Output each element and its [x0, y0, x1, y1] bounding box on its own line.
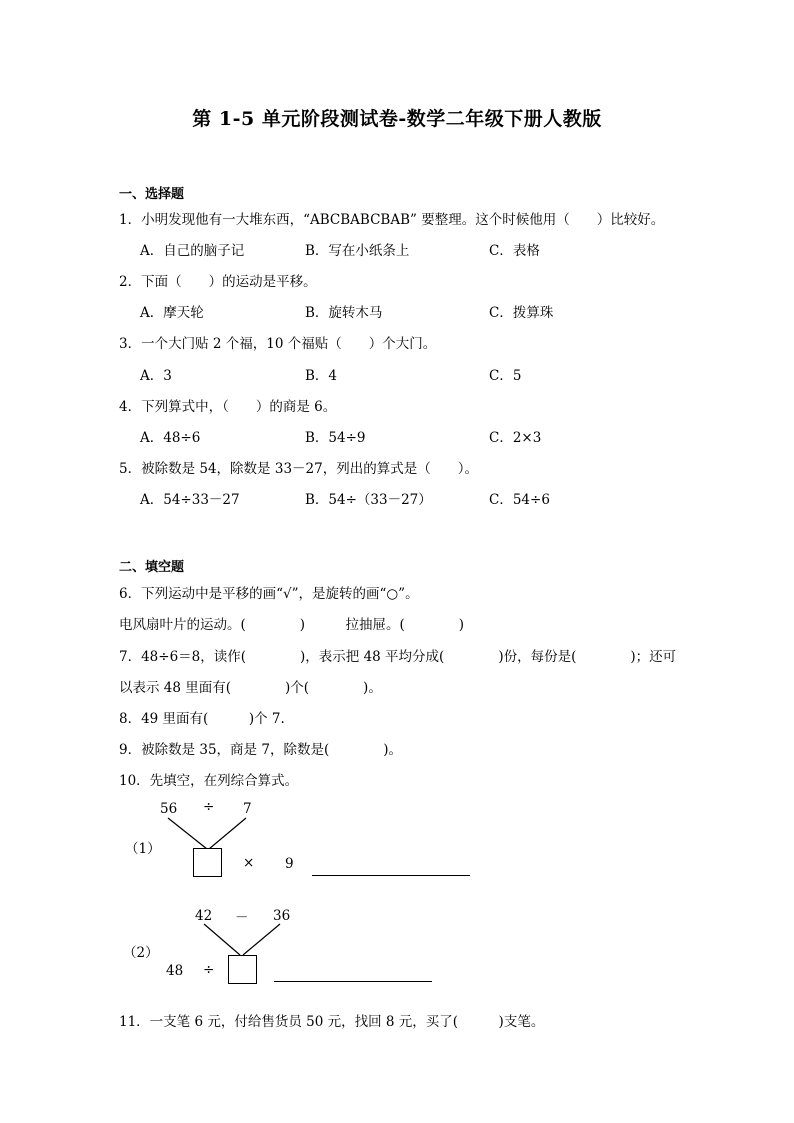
question-5: 5．被除数是 54，除数是 33－27，列出的算式是（ ）。 [119, 461, 478, 477]
question-6-items: 电风扇叶片的运动。( ) 拉抽屉。( ) [119, 617, 465, 633]
q1-option-b: B．写在小纸条上 [305, 243, 410, 259]
figure-1-divisor: 7 [243, 801, 252, 817]
figure-1-multiply-sign: × [243, 855, 255, 871]
figure-2-subtrahend: 36 [273, 908, 291, 924]
figure-2-minus-sign: － [235, 910, 249, 926]
q3-option-a: A．3 [140, 368, 172, 384]
figure-2-dividend: 48 [166, 963, 184, 979]
q2-option-c: C．拨算珠 [489, 305, 554, 321]
q5-option-c: C．54÷6 [489, 492, 550, 508]
section-heading-choice: 一、选择题 [119, 187, 185, 202]
q1-option-c: C．表格 [489, 243, 540, 259]
question-10: 10．先填空，在列综合算式。 [119, 773, 299, 789]
question-7-line2: 以表示 48 里面有( )个( )。 [119, 680, 382, 696]
question-2: 2．下面（ ）的运动是平移。 [119, 274, 317, 290]
question-1: 1．小明发现他有一大堆东西，“ABCBABCBAB” 要整理。这个时候他用（ ）比较好。 [119, 212, 665, 228]
question-11: 11．一支笔 6 元，付给售货员 50 元，找回 8 元，买了( )支笔。 [119, 1014, 545, 1030]
figure-1-multiplier: 9 [285, 856, 294, 872]
q4-option-b: B．54÷9 [305, 430, 366, 446]
q2-option-a: A．摩天轮 [140, 305, 204, 321]
q5-option-b: B．54÷（33－27） [305, 492, 432, 508]
figure-1-dividend: 56 [160, 801, 178, 817]
q2-option-b: B．旋转木马 [305, 305, 383, 321]
figure-2-answer-line[interactable] [274, 981, 432, 982]
question-4: 4．下列算式中，（ ）的商是 6。 [119, 399, 337, 415]
q4-option-c: C．2×3 [489, 430, 542, 446]
q1-option-a: A．自己的脑子记 [140, 243, 245, 259]
figure-1-label: （1） [125, 841, 161, 857]
section-heading-fill: 二、填空题 [119, 560, 185, 575]
page-title: 第 1-5 单元阶段测试卷-数学二年级下册人教版 [192, 108, 602, 130]
figure-2-minuend: 42 [195, 908, 213, 924]
figure-2-label: （2） [123, 945, 159, 961]
question-3: 3．一个大门贴 2 个福，10 个福贴（ ）个大门。 [119, 336, 437, 352]
q3-option-c: C．5 [489, 368, 522, 384]
figure-2-divide-sign: ÷ [203, 962, 215, 978]
question-9: 9．被除数是 35，商是 7，除数是( )。 [119, 742, 402, 758]
figure-1-divide-sign: ÷ [203, 799, 215, 815]
q5-option-a: A．54÷33－27 [140, 492, 240, 508]
question-8: 8．49 里面有( )个 7. [119, 711, 285, 727]
q3-option-b: B．4 [305, 368, 338, 384]
figure-2-answer-box[interactable] [228, 955, 257, 984]
question-7-line1: 7．48÷6＝8，读作( )，表示把 48 平均分成( )份，每份是( )；还可 [119, 649, 677, 665]
question-6: 6．下列运动中是平移的画“√”，是旋转的画“○”。 [119, 586, 419, 602]
q4-option-a: A．48÷6 [140, 430, 201, 446]
